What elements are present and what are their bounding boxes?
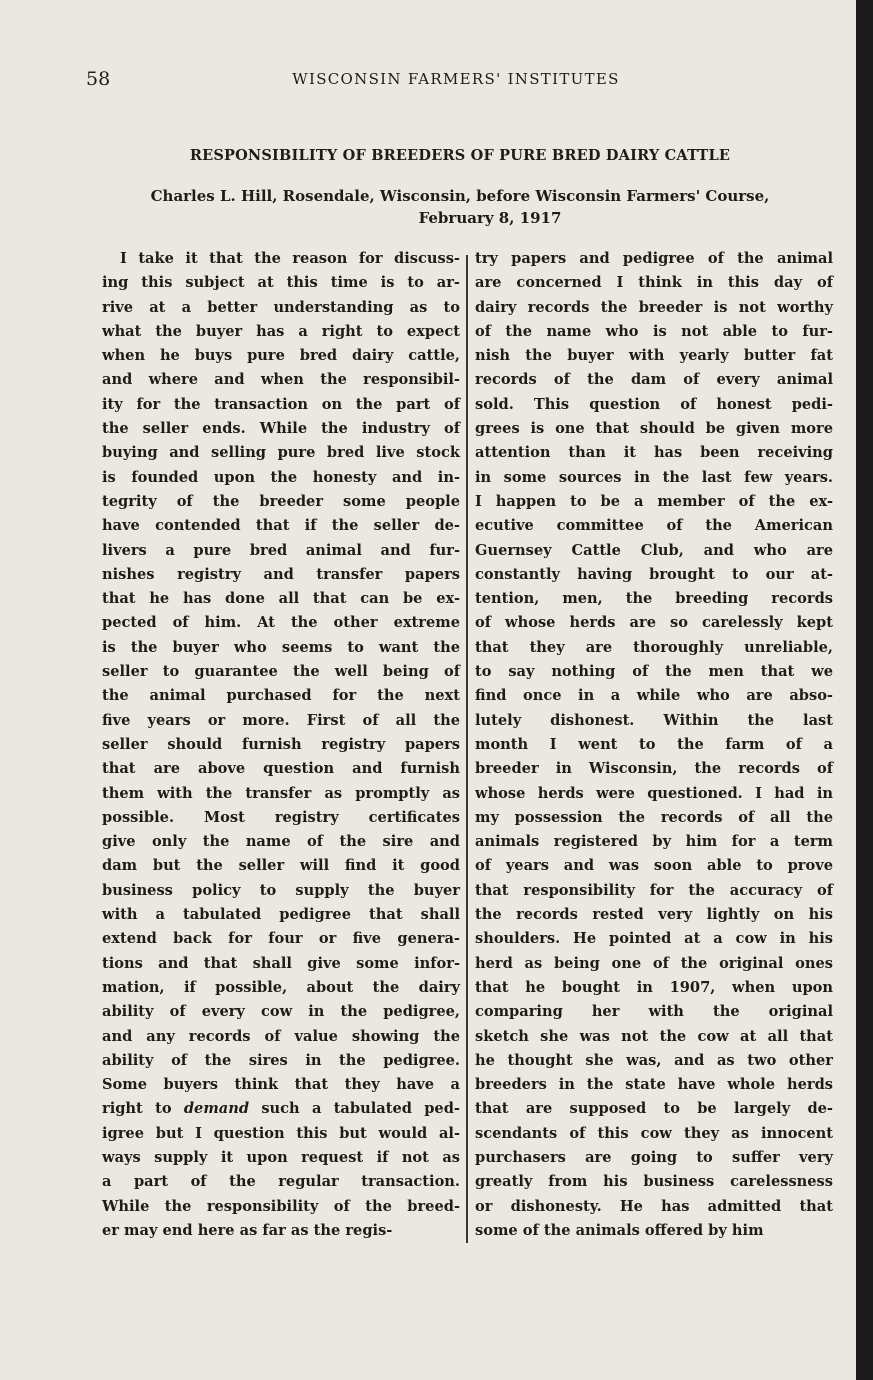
text-line: ity for the transaction on the part of xyxy=(102,395,460,413)
text-line: of the name who is not able to fur- xyxy=(475,322,833,340)
text-line: herd as being one of the original ones xyxy=(475,954,833,972)
text-line: that they are thoroughly unreliable, xyxy=(475,638,833,656)
text-line: igree but I question this but would al- xyxy=(102,1124,460,1142)
column-divider xyxy=(466,255,468,1243)
text-line: with a tabulated pedigree that shall xyxy=(102,906,460,924)
text-line: seller to guarantee the well being of xyxy=(102,663,460,681)
text-line: or dishonesty. He has admitted that xyxy=(475,1197,833,1215)
text-line: my possession the records of all the xyxy=(475,808,833,826)
text-line: breeder in Wisconsin, the records of xyxy=(475,760,833,778)
text-line: attention than it has been receiving xyxy=(475,444,833,462)
text-line: nishes registry and transfer papers xyxy=(102,565,460,583)
text-line: While the responsibility of the breed- xyxy=(102,1197,460,1215)
text-line: scendants of this cow they as innocent xyxy=(475,1124,833,1142)
emphasis-text: demand xyxy=(183,1100,250,1118)
text-line: constantly having brought to our at- xyxy=(475,565,833,583)
text-line: five years or more. First of all the xyxy=(102,711,460,729)
text-line: what the buyer has a right to expect xyxy=(102,322,460,340)
running-head xyxy=(86,68,826,92)
text-line: the seller ends. While the industry of xyxy=(102,420,460,438)
text-line: sold. This question of honest pedi- xyxy=(475,395,833,413)
text-line: I take it that the reason for discuss- xyxy=(120,250,460,267)
text-line: ability of the sires in the pedigree. xyxy=(102,1051,460,1069)
text-line: that are above question and furnish xyxy=(102,760,460,778)
text-line: greatly from his business carelessness xyxy=(475,1173,833,1191)
text-line: a part of the regular transaction. xyxy=(102,1173,460,1191)
text-line: sketch she was not the cow at all that xyxy=(475,1027,833,1045)
text-line: to say nothing of the men that we xyxy=(475,663,833,681)
text-line: I happen to be a member of the ex- xyxy=(475,492,833,510)
byline xyxy=(80,185,840,229)
text-line: some of the animals offered by him xyxy=(475,1221,764,1239)
journal-title: WISCONSIN FARMERS' INSTITUTES xyxy=(292,70,620,88)
text-line: them with the transfer as promptly as xyxy=(102,784,460,802)
text-line: seller should furnish registry papers xyxy=(102,735,460,753)
text-line: extend back for four or five genera- xyxy=(102,930,460,948)
left-column xyxy=(102,247,460,1243)
text-line: lutely dishonest. Within the last xyxy=(475,711,833,729)
text-line: dam but the seller will find it good xyxy=(102,857,460,875)
text-line: of whose herds are so carelessly kept xyxy=(475,614,833,632)
text-line: ability of every cow in the pedigree, xyxy=(102,1003,460,1021)
text-line: is founded upon the honesty and in- xyxy=(102,468,460,486)
text-line: comparing her with the original xyxy=(475,1003,833,1021)
text-line: possible. Most registry certificates xyxy=(102,808,460,826)
text-line: and where and when the responsibil- xyxy=(102,371,460,389)
text-line: try papers and pedigree of the animal xyxy=(475,250,833,267)
text-line: breeders in the state have whole herds xyxy=(475,1076,833,1094)
text-line: nish the buyer with yearly butter fat xyxy=(475,347,833,365)
text-line: have contended that if the seller de- xyxy=(102,517,460,535)
text-line: the animal purchased for the next xyxy=(102,687,460,705)
text-line: month I went to the farm of a xyxy=(475,735,833,753)
text-line: rive at a better understanding as to xyxy=(102,298,460,316)
byline-author: Charles L. Hill, Rosendale, Wisconsin, before Wisconsin Farmers' Course, xyxy=(150,187,770,205)
text-line: Guernsey Cattle Club, and who are xyxy=(475,541,833,559)
text-line: mation, if possible, about the dairy xyxy=(102,978,460,996)
text-line: are concerned I think in this day of xyxy=(475,274,833,292)
text-line: give only the name of the sire and xyxy=(102,833,460,851)
text-line: records of the dam of every animal xyxy=(475,371,833,389)
text-line: ing this subject at this time is to ar- xyxy=(102,274,460,292)
text-line: business policy to supply the buyer xyxy=(102,881,460,899)
text-line: pected of him. At the other extreme xyxy=(102,614,460,632)
text-line: Some buyers think that they have a xyxy=(102,1076,460,1094)
text-line: buying and selling pure bred live stock xyxy=(102,444,460,462)
right-column xyxy=(475,247,833,1243)
text-line: er may end here as far as the regis- xyxy=(102,1221,393,1239)
text-line: tions and that shall give some infor- xyxy=(102,954,460,972)
text-line: shoulders. He pointed at a cow in his xyxy=(475,930,833,948)
text-line: of years and was soon able to prove xyxy=(475,857,833,875)
text-line: that are supposed to be largely de- xyxy=(475,1100,833,1118)
text-line: purchasers are going to suffer very xyxy=(475,1148,833,1166)
article-title: RESPONSIBILITY OF BREEDERS OF PURE BRED DAIRY CATTLE xyxy=(189,147,731,164)
text-line: that he bought in 1907, when upon xyxy=(475,978,833,996)
text-line: ways supply it upon request if not as xyxy=(102,1148,460,1166)
page-edge-shadow xyxy=(856,0,873,1380)
text-line: in some sources in the last few years. xyxy=(475,468,833,486)
text-line: that he has done all that can be ex- xyxy=(102,590,460,608)
text-line: tegrity of the breeder some people xyxy=(102,492,460,510)
text-line: is the buyer who seems to want the xyxy=(102,638,460,656)
text-line: tention, men, the breeding records xyxy=(475,590,833,608)
text-line: grees is one that should be given more xyxy=(475,420,833,438)
text-line: ecutive committee of the American xyxy=(475,517,833,535)
text-line: when he buys pure bred dairy cattle, xyxy=(102,347,460,365)
text-line: right to demand such a tabulated ped- xyxy=(102,1100,460,1118)
text-line: the records rested very lightly on his xyxy=(475,906,833,924)
text-line: whose herds were questioned. I had in xyxy=(475,784,833,802)
text-line: dairy records the breeder is not worthy xyxy=(475,298,833,316)
text-line: find once in a while who are abso- xyxy=(475,687,833,705)
body-columns xyxy=(102,247,846,1247)
text-line: animals registered by him for a term xyxy=(475,833,833,851)
text-line: and any records of value showing the xyxy=(102,1027,460,1045)
byline-date: February 8, 1917 xyxy=(418,209,562,227)
text-line: livers a pure bred animal and fur- xyxy=(102,541,460,559)
text-line: that responsibility for the accuracy of xyxy=(475,881,833,899)
text-line: he thought she was, and as two other xyxy=(475,1051,833,1069)
page-number: 58 xyxy=(86,68,111,90)
